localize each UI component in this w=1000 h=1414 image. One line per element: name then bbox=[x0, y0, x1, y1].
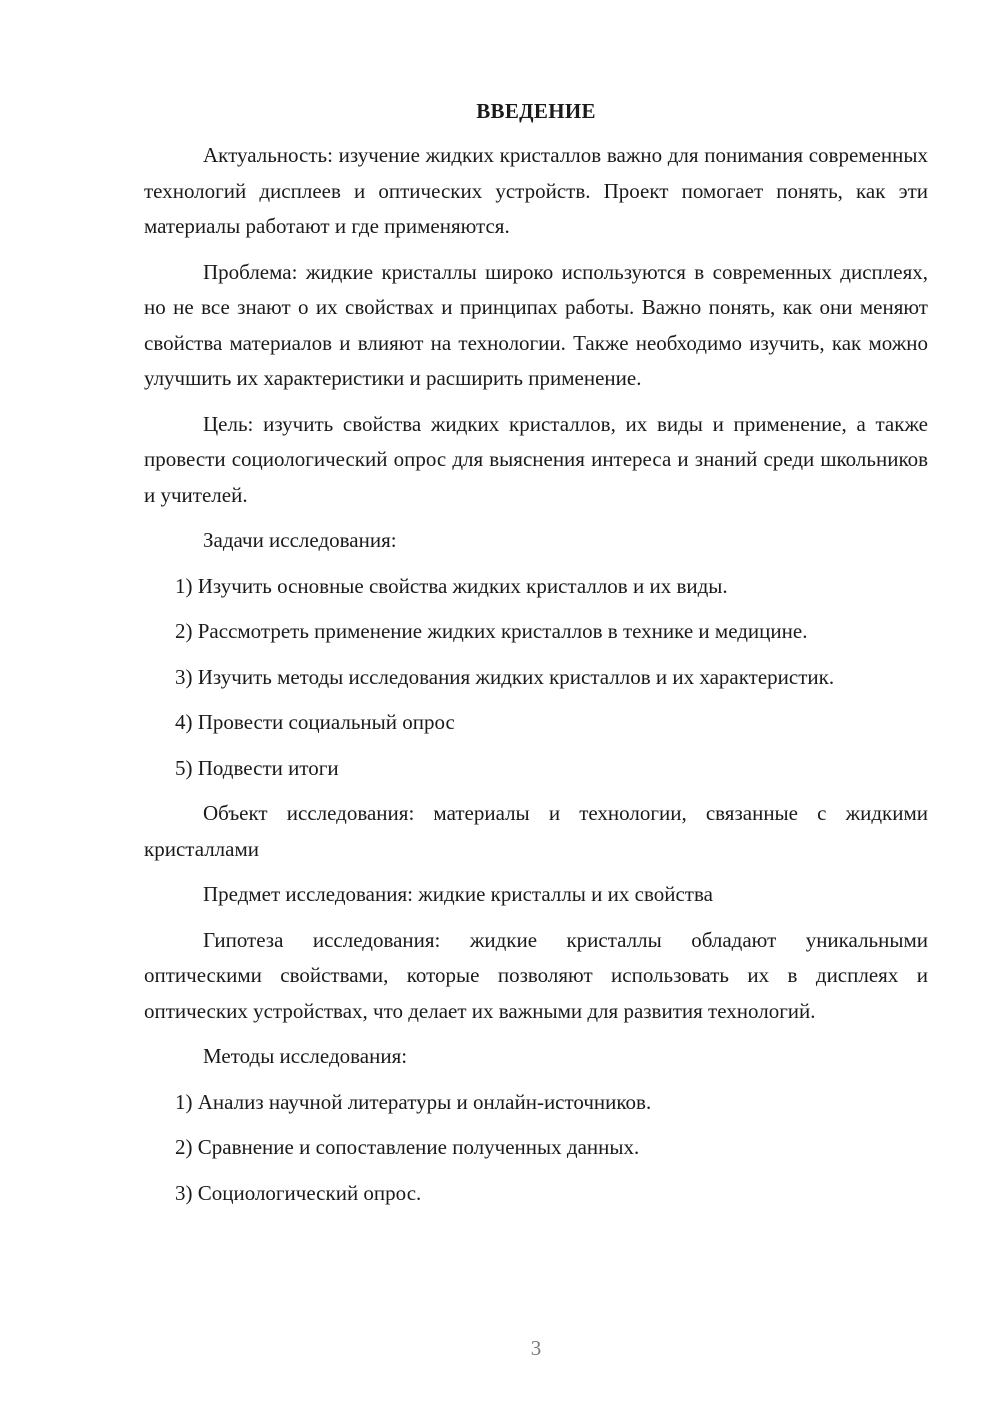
page-number: 3 bbox=[530, 1336, 542, 1360]
paragraph-object: Объект исследования: материалы и технологии, связанные с жидкими кристаллами bbox=[144, 801, 928, 861]
page-title: ВВЕДЕНИЕ bbox=[476, 99, 596, 123]
method-item-2: 2) Сравнение и сопоставление полученных данных. bbox=[175, 1135, 640, 1159]
paragraph-hypothesis: Гипотеза исследования: жидкие кристаллы обладают уникальными оптическими свойствами, которые позволяют использовать их в дисплеях и оптических устройствах, что делает их важными для развития технологий. bbox=[144, 927, 928, 1023]
methods-heading: Методы исследования: bbox=[203, 1044, 408, 1068]
document-page bbox=[144, 96, 928, 1221]
task-item-2: 2) Рассмотреть применение жидких кристаллов в технике и медицине. bbox=[175, 619, 808, 643]
task-item-1: 1) Изучить основные свойства жидких кристаллов и их виды. bbox=[175, 573, 728, 598]
paragraph-problem: Проблема: жидкие кристаллы широко используются в современных дисплеях, но не все знают о их свойствах и принципах работы. Важно понять, как они меняют свойства материалов и влияют на технологии. Также необходимо изучить, как можно улучшить их характеристики и расширить применение. bbox=[144, 259, 928, 390]
paragraph-goal: Цель: изучить свойства жидких кристаллов, их виды и применение, а также провести социологический опрос для выяснения интереса и знаний среди школьников и учителей. bbox=[144, 411, 928, 507]
task-item-4: 4) Провести социальный опрос bbox=[175, 710, 455, 734]
method-item-1: 1) Анализ научной литературы и онлайн-источников. bbox=[175, 1089, 652, 1114]
paragraph-subject: Предмет исследования: жидкие кристаллы и их свойства bbox=[203, 882, 713, 906]
tasks-heading: Задачи исследования: bbox=[203, 528, 397, 552]
task-item-3: 3) Изучить методы исследования жидких кристаллов и их характеристик. bbox=[175, 664, 835, 689]
task-item-5: 5) Подвести итоги bbox=[175, 755, 339, 780]
method-item-3: 3) Социологический опрос. bbox=[175, 1180, 422, 1205]
paragraph-relevance: Актуальность: изучение жидких кристаллов важно для понимания современных технологий дисплеев и оптических устройств. Проект помогает понять, как эти материалы работают и где применяются. bbox=[144, 143, 928, 238]
